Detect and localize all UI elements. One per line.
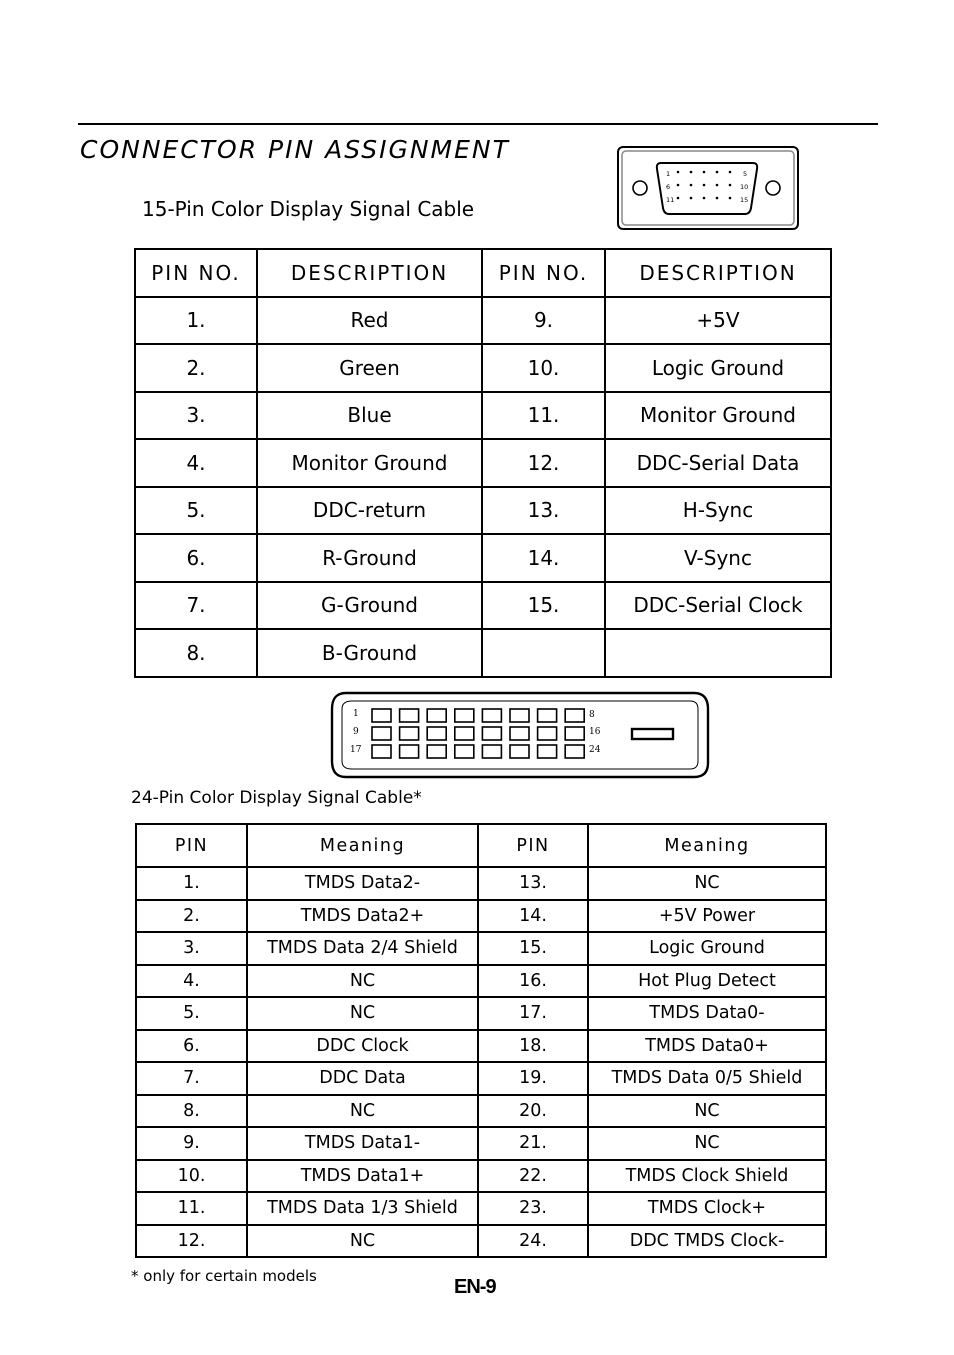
table-row bbox=[136, 932, 826, 965]
table-cell: DDC Data bbox=[247, 1062, 478, 1095]
table-cell: DDC-Serial Clock bbox=[605, 582, 831, 630]
table-cell: 17. bbox=[478, 997, 588, 1030]
dvi-pin-slot bbox=[400, 709, 419, 722]
table-row bbox=[136, 1062, 826, 1095]
table-row bbox=[136, 1127, 826, 1160]
table-cell: Monitor Ground bbox=[605, 392, 831, 440]
table-cell: 2. bbox=[135, 344, 257, 392]
table-cell: B-Ground bbox=[257, 629, 482, 677]
dvi-pin-slot bbox=[510, 727, 529, 740]
vga-pin-dot bbox=[690, 171, 693, 174]
column-header: Meaning bbox=[247, 824, 478, 867]
vga-pin-dot bbox=[729, 184, 732, 187]
table-cell: DDC-return bbox=[257, 487, 482, 535]
table-cell: 15. bbox=[482, 582, 605, 630]
dvi-pin-slot bbox=[372, 727, 391, 740]
vga-pin-dot bbox=[690, 184, 693, 187]
dvi-pin-slot bbox=[510, 745, 529, 758]
dvi-pin-slot bbox=[372, 709, 391, 722]
table-cell: 5. bbox=[136, 997, 247, 1030]
table-cell: TMDS Clock Shield bbox=[588, 1160, 826, 1193]
table-cell: 13. bbox=[478, 867, 588, 900]
vga-pin-label: 1 bbox=[666, 170, 671, 178]
table-cell: TMDS Data2- bbox=[247, 867, 478, 900]
table-cell: DDC-Serial Data bbox=[605, 439, 831, 487]
table-row bbox=[136, 965, 826, 998]
vga-pin-label: 6 bbox=[666, 183, 671, 191]
vga-pin-dot bbox=[716, 184, 719, 187]
table-row bbox=[135, 392, 831, 440]
table-cell: H-Sync bbox=[605, 487, 831, 535]
table-header-row bbox=[135, 249, 831, 297]
vga-pin-dot bbox=[703, 197, 706, 200]
dvi-pin-label: 16 bbox=[589, 727, 601, 737]
column-header: PIN NO. bbox=[482, 249, 605, 297]
table-cell: 18. bbox=[478, 1030, 588, 1063]
dvi-pin-slot bbox=[538, 709, 557, 722]
table-cell: 3. bbox=[135, 392, 257, 440]
dvi-connector-icon bbox=[330, 691, 710, 779]
table-cell: 8. bbox=[135, 629, 257, 677]
dvi-pin-label: 24 bbox=[589, 745, 601, 755]
column-header: DESCRIPTION bbox=[257, 249, 482, 297]
dvi-pin-slot bbox=[482, 745, 501, 758]
table-cell: 1. bbox=[135, 297, 257, 345]
page-title: CONNECTOR PIN ASSIGNMENT bbox=[80, 135, 510, 164]
table-cell: 22. bbox=[478, 1160, 588, 1193]
column-header: Meaning bbox=[588, 824, 826, 867]
dvi-pin-label: 1 bbox=[353, 709, 359, 719]
table-cell: +5V Power bbox=[588, 900, 826, 933]
table-cell: Logic Ground bbox=[588, 932, 826, 965]
vga-pin-table bbox=[134, 248, 832, 678]
table-cell: NC bbox=[588, 1095, 826, 1128]
table-cell: V-Sync bbox=[605, 534, 831, 582]
table-header-row bbox=[136, 824, 826, 867]
table-cell: NC bbox=[247, 997, 478, 1030]
table-cell bbox=[482, 629, 605, 677]
footnote: * only for certain models bbox=[131, 1267, 317, 1285]
table-cell: NC bbox=[588, 1127, 826, 1160]
table-cell: 7. bbox=[136, 1062, 247, 1095]
vga-pin-dot bbox=[690, 197, 693, 200]
dvi-pin-slot bbox=[538, 745, 557, 758]
dvi-pin-slot bbox=[455, 745, 474, 758]
dvi-pin-slot bbox=[482, 727, 501, 740]
table-cell: TMDS Data1- bbox=[247, 1127, 478, 1160]
table-cell: 13. bbox=[482, 487, 605, 535]
top-rule bbox=[78, 123, 878, 125]
table-cell: NC bbox=[247, 1225, 478, 1258]
table-row bbox=[135, 439, 831, 487]
table-cell: 3. bbox=[136, 932, 247, 965]
table-cell: TMDS Data 2/4 Shield bbox=[247, 932, 478, 965]
table-cell: NC bbox=[247, 1095, 478, 1128]
table-cell: Logic Ground bbox=[605, 344, 831, 392]
column-header: PIN bbox=[136, 824, 247, 867]
table-row bbox=[135, 534, 831, 582]
dvi-pin-table bbox=[135, 823, 827, 1258]
table-cell: 14. bbox=[482, 534, 605, 582]
table-row bbox=[136, 1225, 826, 1258]
dvi-pin-slot bbox=[427, 727, 446, 740]
dvi-pin-slot bbox=[400, 727, 419, 740]
vga-pin-dot bbox=[703, 171, 706, 174]
table-cell: 7. bbox=[135, 582, 257, 630]
vga-pin-label: 15 bbox=[740, 196, 749, 204]
table-row bbox=[136, 900, 826, 933]
vga-pin-dot bbox=[677, 197, 680, 200]
dvi-pin-slot bbox=[427, 709, 446, 722]
table-cell: NC bbox=[247, 965, 478, 998]
table-cell: TMDS Data0+ bbox=[588, 1030, 826, 1063]
vga-pin-dot bbox=[729, 197, 732, 200]
table-cell: 8. bbox=[136, 1095, 247, 1128]
table-cell: TMDS Data2+ bbox=[247, 900, 478, 933]
table-cell: +5V bbox=[605, 297, 831, 345]
table-cell: TMDS Data1+ bbox=[247, 1160, 478, 1193]
dvi-pin-slot bbox=[372, 745, 391, 758]
dvi-pin-label: 9 bbox=[353, 727, 359, 737]
table-cell: Green bbox=[257, 344, 482, 392]
table-row bbox=[136, 867, 826, 900]
table-row bbox=[136, 1192, 826, 1225]
table-cell: 19. bbox=[478, 1062, 588, 1095]
table-row bbox=[135, 629, 831, 677]
table-row bbox=[135, 582, 831, 630]
table-cell: 10. bbox=[482, 344, 605, 392]
table-cell: 10. bbox=[136, 1160, 247, 1193]
page-number: EN-9 bbox=[454, 1276, 496, 1298]
table-cell: TMDS Data 0/5 Shield bbox=[588, 1062, 826, 1095]
dvi-pin-slot bbox=[565, 745, 584, 758]
table-cell: G-Ground bbox=[257, 582, 482, 630]
dvi-pin-slot bbox=[565, 709, 584, 722]
table-cell: 23. bbox=[478, 1192, 588, 1225]
table-cell: DDC TMDS Clock- bbox=[588, 1225, 826, 1258]
vga-connector-icon bbox=[617, 146, 799, 230]
table-cell: Monitor Ground bbox=[257, 439, 482, 487]
table-cell: 9. bbox=[482, 297, 605, 345]
vga-pin-label: 10 bbox=[740, 183, 749, 191]
vga-pin-dot bbox=[677, 184, 680, 187]
table-cell: DDC Clock bbox=[247, 1030, 478, 1063]
table-cell: 4. bbox=[136, 965, 247, 998]
table-cell: 1. bbox=[136, 867, 247, 900]
table-row bbox=[136, 1030, 826, 1063]
table-cell: 6. bbox=[136, 1030, 247, 1063]
vga-pin-dot bbox=[716, 197, 719, 200]
table-row bbox=[135, 344, 831, 392]
vga-pin-dot bbox=[716, 171, 719, 174]
vga-pin-dot bbox=[677, 171, 680, 174]
table-cell: Blue bbox=[257, 392, 482, 440]
table-cell: 21. bbox=[478, 1127, 588, 1160]
dvi-pin-slot bbox=[510, 709, 529, 722]
vga-pin-label: 5 bbox=[743, 170, 748, 178]
table-cell bbox=[605, 629, 831, 677]
table-cell: Hot Plug Detect bbox=[588, 965, 826, 998]
table-cell: TMDS Data0- bbox=[588, 997, 826, 1030]
column-header: PIN NO. bbox=[135, 249, 257, 297]
dvi-pin-slot bbox=[455, 727, 474, 740]
table-cell: 15. bbox=[478, 932, 588, 965]
table-cell: 20. bbox=[478, 1095, 588, 1128]
table-cell: 24. bbox=[478, 1225, 588, 1258]
dvi-pin-label: 8 bbox=[589, 710, 595, 720]
table-cell: NC bbox=[588, 867, 826, 900]
table-cell: R-Ground bbox=[257, 534, 482, 582]
table-cell: Red bbox=[257, 297, 482, 345]
table-cell: 16. bbox=[478, 965, 588, 998]
table-row bbox=[136, 1160, 826, 1193]
table-cell: 4. bbox=[135, 439, 257, 487]
table-cell: TMDS Clock+ bbox=[588, 1192, 826, 1225]
table-row bbox=[135, 487, 831, 535]
table-row bbox=[136, 997, 826, 1030]
vga-pin-label: 11 bbox=[666, 196, 675, 204]
column-header: PIN bbox=[478, 824, 588, 867]
table-cell: 11. bbox=[136, 1192, 247, 1225]
dvi-pin-slot bbox=[400, 745, 419, 758]
table-cell: 14. bbox=[478, 900, 588, 933]
dvi-pin-slot bbox=[538, 727, 557, 740]
column-header: DESCRIPTION bbox=[605, 249, 831, 297]
dvi-pin-label: 17 bbox=[350, 745, 362, 755]
table-cell: 2. bbox=[136, 900, 247, 933]
dvi-pin-slot bbox=[482, 709, 501, 722]
table-row bbox=[135, 297, 831, 345]
table-cell: 12. bbox=[482, 439, 605, 487]
dvi-pin-slot bbox=[565, 727, 584, 740]
dvi-pin-slot bbox=[427, 745, 446, 758]
vga-table-caption: 15-Pin Color Display Signal Cable bbox=[142, 197, 475, 221]
vga-pin-dot bbox=[703, 184, 706, 187]
table-cell: 11. bbox=[482, 392, 605, 440]
table-cell: 6. bbox=[135, 534, 257, 582]
table-cell: 12. bbox=[136, 1225, 247, 1258]
table-row bbox=[136, 1095, 826, 1128]
vga-pin-dot bbox=[729, 171, 732, 174]
table-cell: 9. bbox=[136, 1127, 247, 1160]
table-cell: 5. bbox=[135, 487, 257, 535]
dvi-table-caption: 24-Pin Color Display Signal Cable* bbox=[131, 788, 422, 808]
dvi-pin-slot bbox=[455, 709, 474, 722]
table-cell: TMDS Data 1/3 Shield bbox=[247, 1192, 478, 1225]
